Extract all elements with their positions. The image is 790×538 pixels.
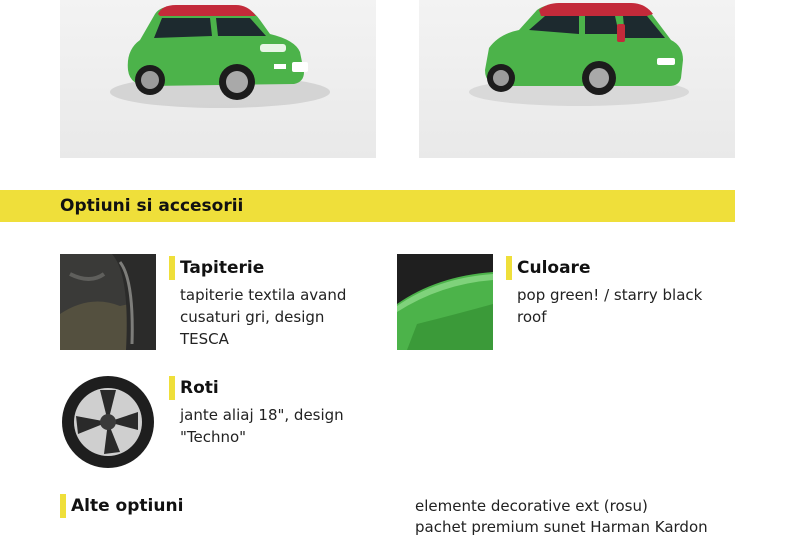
list-item: elemente decorative ext (rosu) — [415, 497, 648, 515]
section-title: Optiuni si accesorii — [60, 196, 244, 216]
section-banner — [0, 190, 735, 222]
car-rear-image — [419, 0, 735, 158]
wheel-icon — [60, 374, 156, 470]
upholstery-icon — [60, 254, 156, 350]
other-options-list — [415, 496, 745, 538]
other-options-title: Alte optiuni — [60, 494, 380, 518]
option-title: Culoare — [506, 256, 706, 280]
option-description: tapiterie textila avand cusaturi gri, design TESCA — [180, 286, 347, 348]
car-front-three-quarter-icon — [60, 0, 376, 158]
car-rear-three-quarter-icon — [419, 0, 735, 158]
upholstery-thumbnail — [60, 254, 156, 350]
option-title: Roti — [169, 376, 369, 400]
color-thumbnail — [397, 254, 493, 350]
car-front-image — [60, 0, 376, 158]
list-item: pachet premium sunet Harman Kardon — [415, 518, 708, 536]
option-description: pop green! / starry black roof — [517, 286, 703, 326]
option-title: Tapiterie — [169, 256, 369, 280]
option-description: jante aliaj 18", design "Techno" — [180, 406, 344, 446]
other-options — [60, 494, 380, 527]
wheel-thumbnail — [60, 374, 156, 470]
paint-color-icon — [397, 254, 493, 350]
